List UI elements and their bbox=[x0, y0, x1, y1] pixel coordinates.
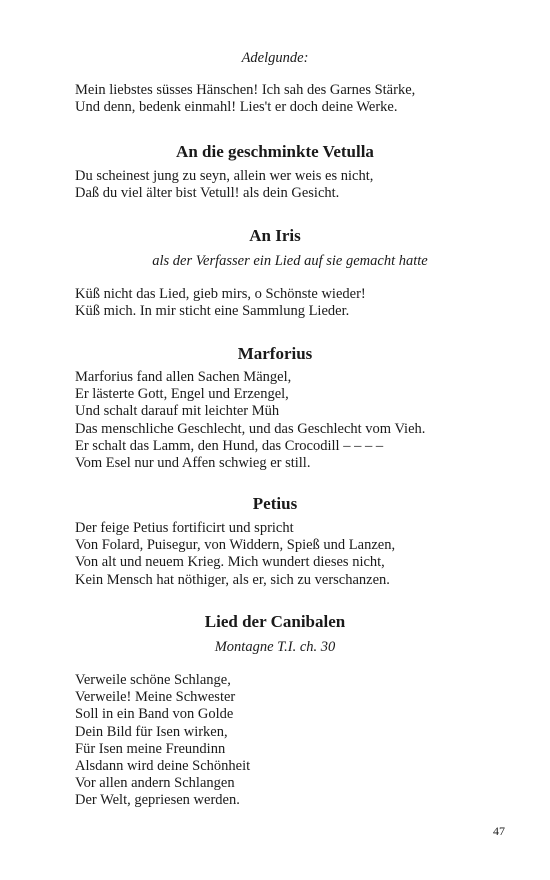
verse-line: Kein Mensch hat nöthiger, als er, sich zu verschanzen. bbox=[75, 571, 390, 588]
verse-line: Der feige Petius fortificirt und spricht bbox=[75, 520, 294, 536]
petius-verse bbox=[75, 520, 515, 589]
verse-line: Marforius fand allen Sachen Mängel, bbox=[75, 369, 292, 385]
poem-title-petius: Petius bbox=[252, 494, 298, 513]
verse-line: Alsdann wird deine Schönheit bbox=[75, 758, 251, 775]
verse-line: Er schalt das Lamm, den Hund, das Crocodill – – – – bbox=[75, 437, 384, 454]
speaker-label: Adelgunde: bbox=[241, 50, 309, 66]
canibalen-verse bbox=[75, 672, 515, 810]
verse-line: Der Welt, gepriesen werden. bbox=[75, 792, 240, 809]
verse-line: Soll in ein Band von Golde bbox=[75, 706, 234, 723]
vetulla-verse bbox=[75, 168, 515, 202]
verse-line: Küß nicht das Lied, gieb mirs, o Schönste wieder! bbox=[75, 286, 366, 302]
poem-subtitle-canibalen: Montagne T.I. ch. 30 bbox=[214, 639, 336, 655]
adelgunde-verse bbox=[75, 82, 515, 116]
poem-subtitle-iris: als der Verfasser ein Lied auf sie gemacht hatte bbox=[152, 253, 428, 269]
poem-title-vetulla: An die geschminkte Vetulla bbox=[176, 142, 374, 161]
verse-line: Und denn, bedenk einmahl! Lies't er doch deine Werke. bbox=[75, 99, 398, 116]
poem-title-iris: An Iris bbox=[249, 226, 301, 245]
marforius-verse bbox=[75, 369, 515, 472]
iris-verse bbox=[75, 286, 515, 320]
poem-title-marforius: Marforius bbox=[237, 344, 313, 363]
verse-line: Verweile schöne Schlange, bbox=[75, 672, 231, 688]
verse-line: Vor allen andern Schlangen bbox=[75, 775, 235, 792]
page-number: 47 bbox=[493, 824, 505, 838]
verse-line: Verweile! Meine Schwester bbox=[75, 689, 236, 706]
verse-line: Das menschliche Geschlecht, und das Geschlecht vom Vieh. bbox=[75, 420, 426, 437]
verse-line: Für Isen meine Freundinn bbox=[75, 740, 226, 757]
verse-line: Vom Esel nur und Affen schwieg er still. bbox=[75, 455, 311, 472]
verse-line: Küß mich. In mir sticht eine Sammlung Lieder. bbox=[75, 303, 350, 320]
verse-line: Mein liebstes süsses Hänschen! Ich sah des Garnes Stärke, bbox=[75, 82, 416, 98]
verse-line: Dein Bild für Isen wirken, bbox=[75, 723, 228, 740]
verse-line: Von alt und neuem Krieg. Mich wundert dieses nicht, bbox=[75, 554, 385, 571]
verse-line: Du scheinest jung zu seyn, allein wer weis es nicht, bbox=[75, 168, 374, 184]
verse-line: Er lästerte Gott, Engel und Erzengel, bbox=[75, 386, 289, 403]
verse-line: Und schalt darauf mit leichter Müh bbox=[75, 403, 280, 420]
poem-title-canibalen: Lied der Canibalen bbox=[204, 612, 346, 631]
verse-line: Daß du viel älter bist Vetull! als dein Gesicht. bbox=[75, 185, 340, 202]
verse-line: Von Folard, Puisegur, von Widdern, Spieß und Lanzen, bbox=[75, 537, 396, 554]
